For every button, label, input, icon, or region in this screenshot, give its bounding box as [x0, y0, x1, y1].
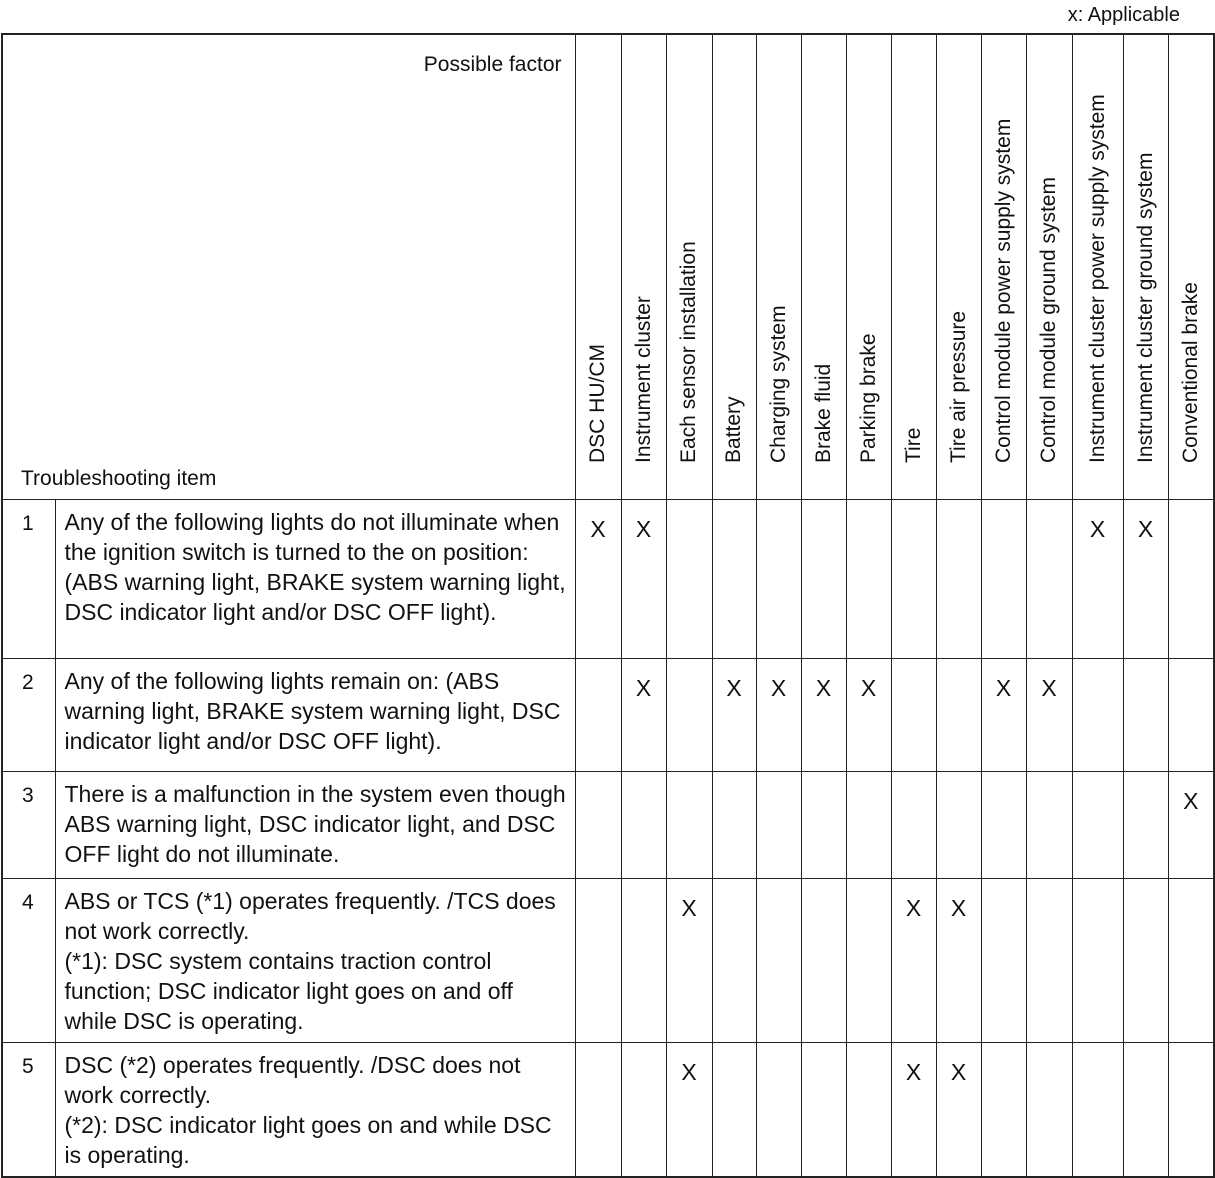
applicable-mark: X: [1041, 675, 1057, 701]
factor-label: Conventional brake: [1178, 282, 1202, 463]
applicability-cell: [712, 772, 756, 879]
applicable-mark: X: [950, 895, 967, 921]
applicability-cell: [1026, 1043, 1072, 1178]
applicability-cell: [1168, 879, 1214, 1043]
applicability-cell: [1026, 500, 1072, 659]
factor-header: [891, 34, 936, 500]
applicability-cell: [1168, 500, 1214, 659]
applicability-cell: [801, 500, 846, 659]
troubleshooting-item-label: Troubleshooting item: [21, 467, 217, 490]
applicability-cell: [666, 1043, 712, 1178]
applicable-mark: X: [681, 895, 697, 921]
applicability-cell: [1072, 1043, 1123, 1178]
applicable-mark: X: [905, 1059, 922, 1085]
applicability-cell: [575, 879, 621, 1043]
factor-label: Instrument cluster power supply system: [1085, 94, 1109, 463]
applicability-cell: [666, 659, 712, 772]
applicability-cell: [756, 500, 801, 659]
applicability-cell: [1072, 772, 1123, 879]
applicable-mark: X: [1137, 516, 1154, 542]
factor-header: [936, 34, 981, 500]
row-number: 1: [2, 500, 55, 659]
applicability-cell: [981, 659, 1026, 772]
table-row: [2, 1043, 1214, 1178]
applicable-mark: X: [905, 895, 922, 921]
applicability-cell: [981, 879, 1026, 1043]
applicability-cell: [666, 500, 712, 659]
factor-label: Parking brake: [856, 333, 880, 463]
applicability-cell: [936, 659, 981, 772]
applicability-cell: [1168, 659, 1214, 772]
factor-label: Charging system: [766, 305, 790, 463]
applicable-mark: X: [860, 675, 877, 701]
applicability-cell: [621, 1043, 666, 1178]
factor-label: Brake fluid: [811, 363, 835, 463]
applicability-cell: [891, 772, 936, 879]
applicability-cell: [621, 772, 666, 879]
factor-header: [1168, 34, 1214, 500]
row-number: 4: [2, 879, 55, 1043]
applicable-mark: X: [1089, 516, 1106, 542]
applicability-cell: [575, 659, 621, 772]
factor-header: [801, 34, 846, 500]
row-number: 2: [2, 659, 55, 772]
possible-factor-label: Possible factor: [423, 53, 562, 76]
applicability-cell: [1168, 772, 1214, 879]
applicability-cell: [621, 659, 666, 772]
applicability-cell: [712, 1043, 756, 1178]
applicability-cell: [846, 879, 891, 1043]
applicability-cell: [756, 879, 801, 1043]
applicability-cell: [936, 772, 981, 879]
row-number: 5: [2, 1043, 55, 1178]
applicability-cell: [1026, 772, 1072, 879]
table-row: [2, 659, 1214, 772]
factor-header: [621, 34, 666, 500]
applicable-mark: X: [950, 1059, 967, 1085]
applicability-cell: [801, 879, 846, 1043]
applicability-cell: [981, 1043, 1026, 1178]
applicable-mark: X: [995, 675, 1012, 701]
applicability-cell: [936, 1043, 981, 1178]
applicability-cell: [936, 879, 981, 1043]
applicable-mark: X: [590, 516, 606, 542]
applicable-mark: X: [770, 675, 787, 701]
applicability-cell: [1123, 772, 1168, 879]
factor-header: [846, 34, 891, 500]
applicability-cell: [846, 500, 891, 659]
applicable-mark: X: [681, 1059, 697, 1085]
applicable-mark: X: [815, 675, 832, 701]
table-row: [2, 879, 1214, 1043]
row-description: Any of the following lights do not illuminate when the ignition switch is turned to the on position: (ABS warning light, BRAKE system warning light, DSC indicator light and/or DSC OFF light).: [55, 500, 575, 659]
applicability-cell: [712, 659, 756, 772]
applicability-cell: [891, 500, 936, 659]
factor-label: Tire air pressure: [946, 310, 970, 463]
factor-label: Instrument cluster: [631, 296, 655, 463]
factor-header: [1123, 34, 1168, 500]
factor-label: DSC HU/CM: [586, 344, 609, 463]
legend-applicable: x: Applicable: [1067, 4, 1180, 26]
applicability-cell: [1168, 1043, 1214, 1178]
applicable-mark: X: [1183, 788, 1199, 814]
applicability-cell: [891, 1043, 936, 1178]
applicability-cell: [756, 772, 801, 879]
applicability-cell: [846, 772, 891, 879]
factor-label: Battery: [722, 396, 745, 463]
applicable-mark: X: [635, 675, 652, 701]
applicability-cell: [666, 772, 712, 879]
applicability-cell: [666, 879, 712, 1043]
applicability-cell: [575, 1043, 621, 1178]
row-description: There is a malfunction in the system even though ABS warning light, DSC indicator light, and DSC OFF light do not illuminate.: [55, 772, 575, 879]
applicability-cell: [621, 500, 666, 659]
header-corner: [2, 34, 575, 500]
factor-label: Tire: [901, 427, 925, 463]
factor-label: Instrument cluster ground system: [1133, 152, 1157, 463]
applicability-cell: [1072, 500, 1123, 659]
applicability-cell: [575, 500, 621, 659]
applicability-cell: [1026, 659, 1072, 772]
applicability-cell: [981, 500, 1026, 659]
applicability-cell: [1072, 879, 1123, 1043]
applicability-cell: [981, 772, 1026, 879]
row-number: 3: [2, 772, 55, 879]
factor-label: Control module ground system: [1037, 177, 1060, 463]
applicability-cell: [712, 500, 756, 659]
applicability-cell: [1123, 879, 1168, 1043]
applicability-cell: [756, 1043, 801, 1178]
table-row: [2, 772, 1214, 879]
applicability-cell: [801, 772, 846, 879]
factor-header: [575, 34, 621, 500]
applicability-cell: [846, 1043, 891, 1178]
factor-label: Control module power supply system: [991, 118, 1015, 463]
factor-label: Each sensor installation: [677, 241, 700, 463]
applicability-cell: [846, 659, 891, 772]
row-description: ABS or TCS (*1) operates frequently. /TCS does not work correctly. (*1): DSC system contains traction control function; DSC indicator light goes on and off while DSC is operating.: [55, 879, 575, 1043]
applicability-cell: [1072, 659, 1123, 772]
applicability-cell: [1026, 879, 1072, 1043]
applicability-cell: [1123, 500, 1168, 659]
applicability-cell: [801, 1043, 846, 1178]
row-description: DSC (*2) operates frequently. /DSC does not work correctly. (*2): DSC indicator light goes on and while DSC is operating.: [55, 1043, 575, 1178]
factor-header: [712, 34, 756, 500]
applicability-cell: [712, 879, 756, 1043]
applicability-cell: [891, 879, 936, 1043]
applicable-mark: X: [726, 675, 742, 701]
factor-header: [981, 34, 1026, 500]
applicability-cell: [575, 772, 621, 879]
factor-header: [1026, 34, 1072, 500]
applicability-cell: [1123, 1043, 1168, 1178]
factor-header: [756, 34, 801, 500]
applicability-cell: [801, 659, 846, 772]
applicable-mark: X: [635, 516, 652, 542]
applicability-cell: [756, 659, 801, 772]
table-row: [2, 500, 1214, 659]
applicability-cell: [891, 659, 936, 772]
factor-header: [666, 34, 712, 500]
applicability-cell: [1123, 659, 1168, 772]
header-row: [2, 34, 1214, 500]
applicability-cell: [621, 879, 666, 1043]
row-description: Any of the following lights remain on: (ABS warning light, BRAKE system warning light, DSC indicator light and/or DSC OFF light).: [55, 659, 575, 772]
applicability-cell: [936, 500, 981, 659]
troubleshooting-table: [1, 33, 1215, 1178]
factor-header: [1072, 34, 1123, 500]
